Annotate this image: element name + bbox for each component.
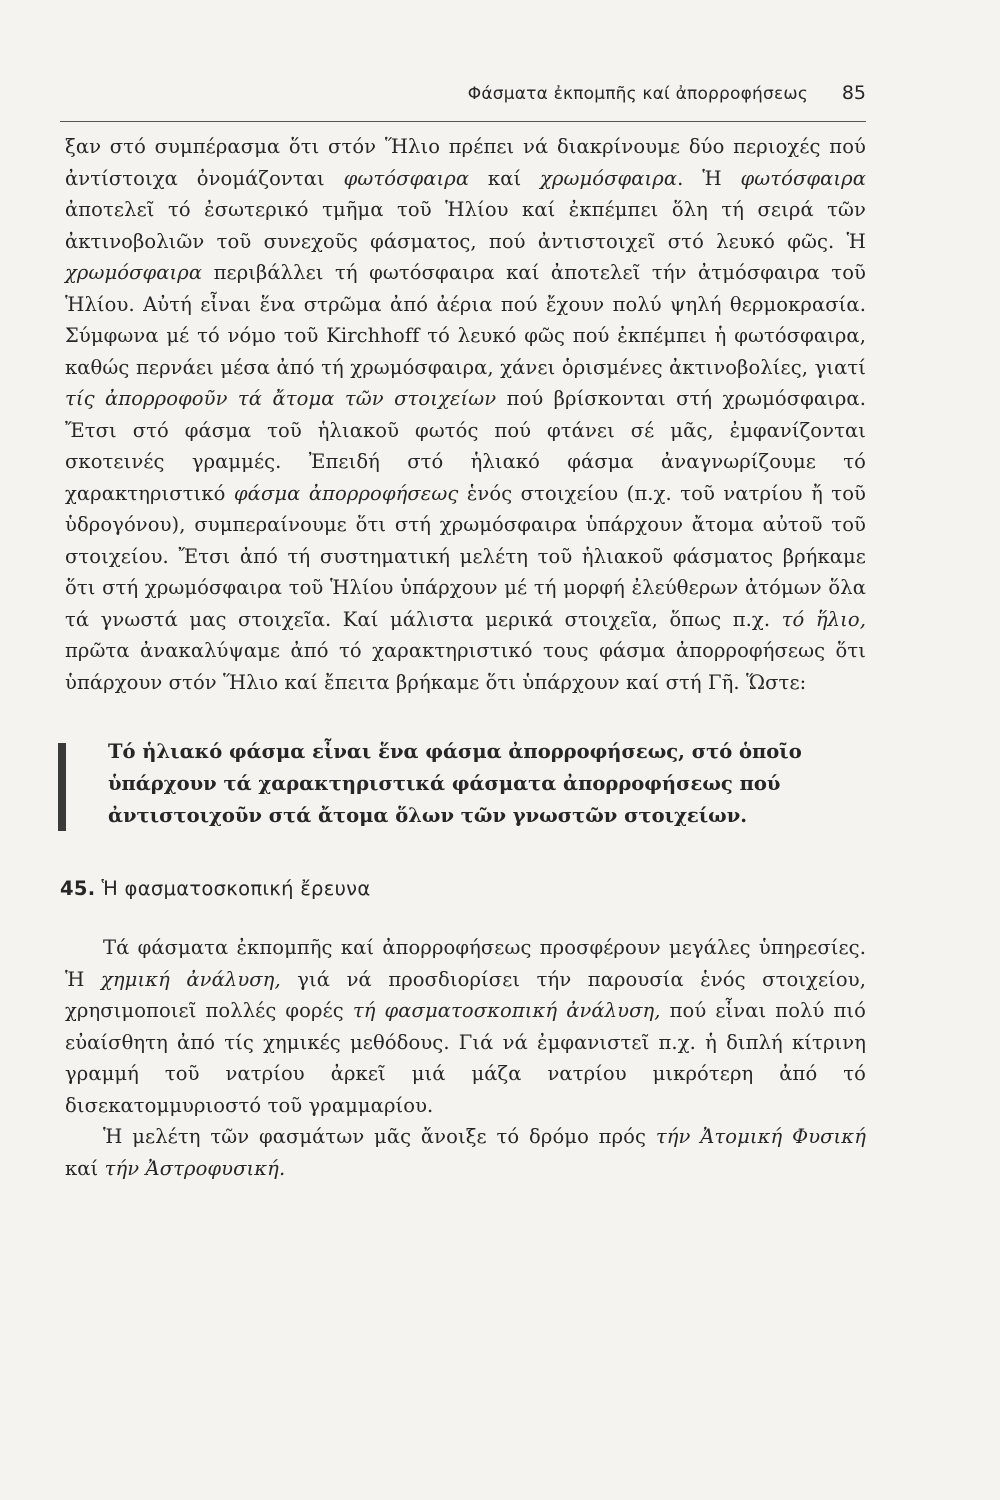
italic-term: τήν Ἀστροφυσική. <box>104 1156 286 1180</box>
italic-term: χρωμόσφαιρα <box>540 166 678 190</box>
italic-term: τή φασματοσκοπική ἀνάλυση, <box>352 999 661 1022</box>
key-statement-callout <box>65 733 866 833</box>
italic-term: φωτόσφαιρα <box>740 166 867 190</box>
paragraph-2: Τά φάσματα ἐκπομπῆς καί ἀπορροφήσεως προσφέρουν μεγάλες ὑπηρεσίες. Ἡ χημική ἀνάλυση, γιά νά προσδιορίσει τήν παρουσία ἑνός στοιχείου, χρησιμοποιεῖ πολλές φορές τή φασματοσκοπική ἀνάλυση, πού εἶναι πολύ πιό εὐαίσθητη ἀπό τίς χημικές μεθόδους. Γιά νά ἐμφανιστεῖ π.χ. ἡ διπλή κίτρινη γραμμή τοῦ νατρίου ἀρκεῖ μιά μάζα νατρίου μικρότερη ἀπό τό δισεκατομμυριοστό τοῦ γραμμαρίου. <box>65 936 867 1117</box>
italic-term: φάσμα ἀπορροφήσεως <box>233 481 459 505</box>
italic-term: τίς ἀπορροφοῦν τά ἄτομα τῶν στοιχείων <box>65 387 497 410</box>
running-header <box>60 84 866 116</box>
paragraph-3: Ἡ μελέτη τῶν φασμάτων μᾶς ἄνοιξε τό δρόμο πρός τήν Ἀτομική Φυσική καί τήν Ἀστροφυσική. <box>65 1125 866 1180</box>
italic-term: τήν Ἀτομική Φυσική <box>655 1125 866 1148</box>
section-title: Ἡ φασματοσκοπική ἔρευνα <box>101 877 371 900</box>
callout-text: Τό ἡλιακό φάσμα εἶναι ἕνα φάσμα ἀπορροφήσεως, στό ὁποῖο ὑπάρχουν τά χαρακτηριστικά φάσματα ἀπορροφήσεως πού ἀντιστοιχοῦν στά ἄτομα ὅλων τῶν γνωστῶν στοιχείων. <box>108 740 802 827</box>
running-header-title: Φάσματα ἐκπομπῆς καί ἀπορροφήσεως <box>467 84 808 104</box>
body-text-bottom <box>65 932 866 1184</box>
paragraph-1: ξαν στό συμπέρασμα ὅτι στόν Ἥλιο πρέπει νά διακρίνουμε δύο περιοχές πού ἀντίστοιχα ὀνομάζονται φωτόσφαιρα καί χρωμόσφαιρα. Ἡ φωτόσφαιρα ἀποτελεῖ τό ἐσωτερικό τμῆμα τοῦ Ἡλίου καί ἐκπέμπει ὅλη τή σειρά τῶν ἀκτινοβολιῶν τοῦ συνεχοῦς φάσματος, πού ἀντιστοιχεῖ στό λευκό φῶς. Ἡ χρωμόσφαιρα περιβάλλει τή φωτόσφαιρα καί ἀποτελεῖ τήν ἀτμόσφαιρα τοῦ Ἡλίου. Αὐτή εἶναι ἕνα στρῶμα ἀπό ἀέρια πού ἔχουν πολύ ψηλή θερμοκρασία. Σύμφωνα μέ τό νόμο τοῦ Kirchhoff τό λευκό φῶς πού ἐκπέμπει ἡ φωτόσφαιρα, καθώς περνάει μέσα ἀπό τή χρωμόσφαιρα, χάνει ὁρισμένες ἀκτινοβολίες, γιατί τίς ἀπορροφοῦν τά ἄτομα τῶν στοιχείων πού βρίσκονται στή χρωμόσφαιρα. Ἔτσι στό φάσμα τοῦ ἡλιακοῦ φωτός πού φτάνει σέ μᾶς, ἐμφανίζονται σκοτεινές γραμμές. Ἐπειδή στό ἡλιακό φάσμα ἀναγνωρίζουμε τό χαρακτηριστικό φάσμα ἀπορροφήσεως ἑνός στοιχείου (π.χ. τοῦ νατρίου ἤ τοῦ ὑδρογόνου), συμπεραίνουμε ὅτι στή χρωμόσφαιρα ὑπάρχουν ἄτομα αὐτοῦ τοῦ στοιχείου. Ἔτσι ἀπό τή συστηματική μελέτη τοῦ ἡλιακοῦ φάσματος βρήκαμε ὅτι στή χρωμόσφαιρα τοῦ Ἡλίου ὑπάρχουν μέ τή μορφή ἐλεύθερων ἀτόμων ὅλα τά γνωστά μας στοιχεῖα. Καί μάλιστα μερικά στοιχεῖα, ὅπως π.χ. τό ἥλιο, πρῶτα ἀνακαλύψαμε ἀπό τό χαρακτηριστικό τους φάσμα ἀπορροφήσεως ὅτι ὑπάρχουν στόν Ἥλιο καί ἔπειτα βρήκαμε ὅτι ὑπάρχουν καί στή Γῆ. Ὥστε: <box>65 135 867 694</box>
italic-term: φωτόσφαιρα <box>343 166 470 190</box>
body-text-top <box>65 131 866 698</box>
italic-term: χημική ἀνάλυση, <box>100 967 281 991</box>
italic-term: τό ἥλιο, <box>781 607 867 631</box>
callout-margin-bar <box>58 743 66 831</box>
section-heading <box>60 877 371 900</box>
section-number: 45. <box>60 877 96 900</box>
header-rule <box>60 121 866 122</box>
page-number: 85 <box>841 82 866 104</box>
italic-term: χρωμόσφαιρα <box>65 261 203 284</box>
